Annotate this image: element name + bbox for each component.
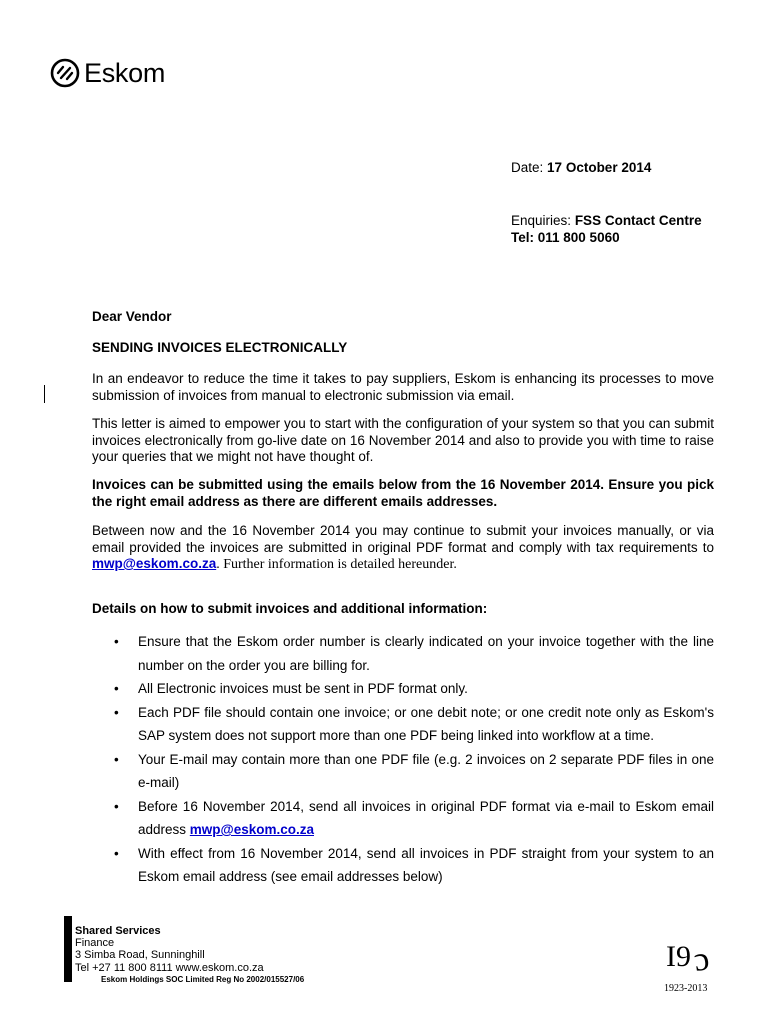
bullet-icon: • [114,845,119,861]
paragraph-1: In an endeavor to reduce the time it takes to pay suppliers, Eskom is enhancing its processes to move submission of invoices from manual to electronic submission via email. [92,371,714,403]
enquiries-value: FSS Contact Centre [574,213,702,228]
date-value: 17 October 2014 [547,160,652,175]
list-item: • Your E-mail may contain more than one PDF file (e.g. 2 invoices on 2 separate PDF files in one e-mail) [92,748,714,795]
text-cursor [44,385,45,403]
paragraph-2: This letter is aimed to empower you to start with the configuration of your system so that you can submit invoices electronically from go-live date on 16 November 2014 and also to provide you with time to raise your queries that we might not have thought of. [92,416,714,464]
footer-address [75,925,304,986]
list-item: • Ensure that the Eskom order number is clearly indicated on your invoice together with the line number on the order you are billing for. [92,630,714,677]
list-item: • All Electronic invoices must be sent in PDF format only. [92,677,714,701]
salutation: Dear Vendor [92,309,172,324]
list-item: • With effect from 16 November 2014, send all invoices in PDF straight from your system to an Eskom email address (see email addresses below) [92,842,714,889]
bullet-icon: • [114,798,119,814]
enquiries-line: Enquiries: FSS Contact Centre [511,213,702,228]
email-link[interactable]: mwp@eskom.co.za [92,556,217,571]
bullet-icon: • [114,681,119,696]
list-item: • Before 16 November 2014, send all invoices in original PDF format via e-mail to Eskom email address mwp@eskom.co.za [92,795,714,842]
details-heading: Details on how to submit invoices and additional information: [92,601,488,616]
svg-text:ɔ: ɔ [691,940,712,979]
list-item: • Each PDF file should contain one invoice; or one debit note; or one credit note only as Eskom's SAP system does not support more than one PDF being linked into workflow at a time. [92,701,714,748]
footer-bar [64,916,72,982]
subject-heading: SENDING INVOICES ELECTRONICALLY [92,340,348,355]
svg-text:9: 9 [676,940,691,973]
date-line: Date: 17 October 2014 [511,160,652,175]
anniversary-90-icon [664,940,726,982]
telephone: Tel: 011 800 5060 [511,230,620,245]
eskom-logo [50,58,165,88]
eskom-emblem-icon [50,58,80,88]
bullet-icon: • [114,751,119,767]
email-link[interactable]: mwp@eskom.co.za [189,822,314,837]
anniversary-years: 1923-2013 [664,983,708,994]
bullet-icon: • [114,634,119,649]
bullet-icon: • [114,704,119,720]
footer-line-4: Tel +27 11 800 8111 www.eskom.co.za [75,961,264,974]
paragraph-4: Between now and the 16 November 2014 you may continue to submit your invoices manually, or via email provided the invoices are submitted in original PDF format and comply with tax requirements to mwp@eskom.co.za. Further information is detailed hereunder. [92,523,714,572]
footer-line-3: 3 Simba Road, Sunninghill [75,949,205,962]
instructions-list [92,630,714,889]
paragraph-3-bold: Invoices can be submitted using the emails below from the 16 November 2014. Ensure you pick the right email address as there are different emails addresses. [92,477,714,509]
footer-legal: Eskom Holdings SOC Limited Reg No 2002/015527/06 [101,974,305,984]
footer-line-2: Finance [75,937,115,950]
footer-line-1: Shared Services [75,925,161,937]
svg-text:I: I [666,940,676,973]
logo-text: Eskom [84,57,166,88]
anniversary-logo [664,940,726,994]
